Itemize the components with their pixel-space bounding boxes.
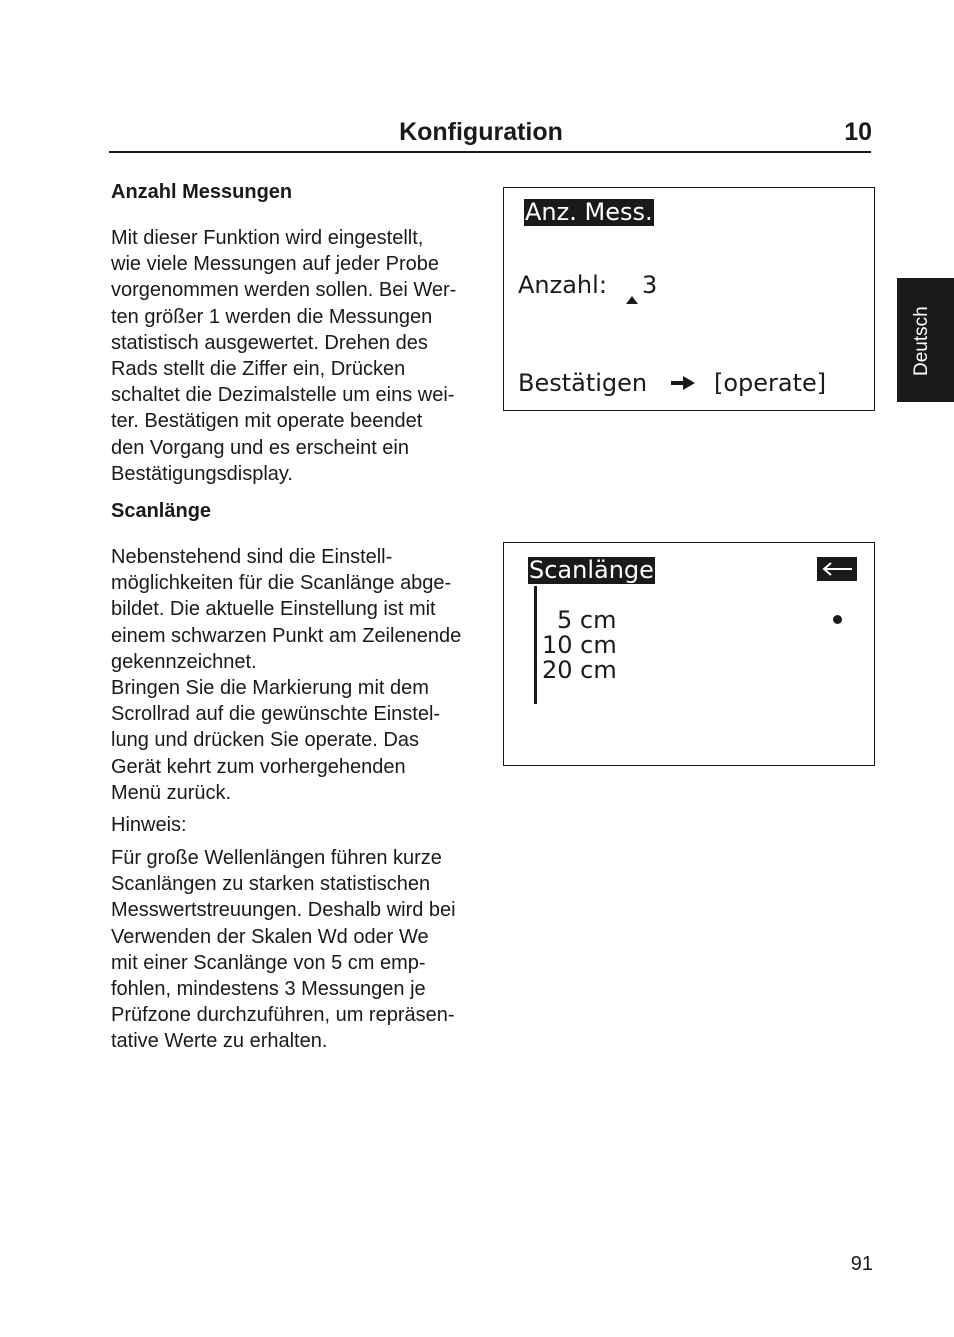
text-line: lung und drücken Sie operate. Das [111,729,419,752]
text-line: gekennzeichnet. [111,650,257,673]
text-line: Menü zurück. [111,781,232,804]
text-line: bildet. Die aktuelle Einstellung ist mit [111,598,436,621]
caret-up-icon [625,295,639,305]
text-line: tative Werte zu erhalten. [111,1030,328,1053]
display-anzahl-messungen [503,187,875,411]
text-line: möglichkeiten für die Scanlänge abge- [111,572,452,595]
hint-label: Hinweis: [111,814,187,836]
language-tab [897,278,954,402]
text-line: Bringen Sie die Markierung mit dem [111,677,429,700]
section-heading: Anzahl Messungen [111,181,293,203]
text-line: einem schwarzen Punkt am Zeilenende [111,624,462,647]
text-line: Scanlängen zu starken statistischen [111,873,431,896]
display-title: Anz. Mess. [525,198,653,226]
page-title: Konfiguration [399,118,563,146]
scroll-bar [534,586,537,704]
text-line: Scrollrad auf die gewünschte Einstel- [111,703,441,726]
text-line: Nebenstehend sind die Einstell- [111,546,393,568]
text-line: ten größer 1 werden die Messungen [111,305,433,328]
text-line: Rads stellt die Ziffer ein, Drücken [111,358,406,381]
selected-bullet-icon [833,615,842,624]
text-line: vorgenommen werden sollen. Bei Wer- [111,279,457,302]
text-line: den Vorgang und es erscheint ein [111,436,409,459]
section-anzahl-paragraph [111,225,487,487]
text-line: Verwenden der Skalen Wd oder We [111,925,429,948]
page-number: 91 [850,1253,873,1275]
text-line: fohlen, mindestens 3 Messungen je [111,978,426,1001]
hint-paragraph [111,845,487,1055]
hint-label-block [111,812,487,838]
section-scanlaenge-paragraph [111,544,487,806]
display-title: Scanlänge [529,556,654,584]
text-line: mit einer Scanlänge von 5 cm emp- [111,951,426,974]
right-arrow-icon [669,375,697,391]
confirm-label: Bestätigen [518,369,648,397]
text-line: Bestätigungsdisplay. [111,462,293,485]
header-divider [109,151,871,153]
count-label: Anzahl: [518,271,607,299]
text-line: Prüfzone durchzuführen, um repräsen- [111,1004,455,1027]
confirm-key: [operate] [714,369,827,397]
language-tab-label: Deutsch [911,306,932,376]
text-line: ter. Bestätigen mit operate beendet [111,410,423,433]
chapter-number: 10 [844,118,872,146]
text-line: Mit dieser Funktion wird eingestellt, [111,227,424,249]
text-line: wie viele Messungen auf jeder Probe [111,253,439,276]
text-line: Messwertstreuungen. Deshalb wird bei [111,899,456,922]
text-line: statistisch ausgewertet. Drehen des [111,331,428,354]
section-scanlaenge [111,498,487,524]
count-value: 3 [642,271,658,299]
display-scanlaenge [503,542,875,766]
text-line: schaltet die Dezimalstelle um eins wei- [111,384,455,407]
option-20cm[interactable]: 20 cm [542,656,617,684]
text-line: Gerät kehrt zum vorhergehenden [111,755,406,778]
left-arrow-icon[interactable] [817,557,857,581]
option-5cm[interactable]: 5 cm [557,606,617,634]
section-heading: Scanlänge [111,500,212,522]
option-10cm[interactable]: 10 cm [542,631,617,659]
text-line: Für große Wellenlängen führen kurze [111,847,442,869]
section-anzahl-messungen [111,179,487,205]
